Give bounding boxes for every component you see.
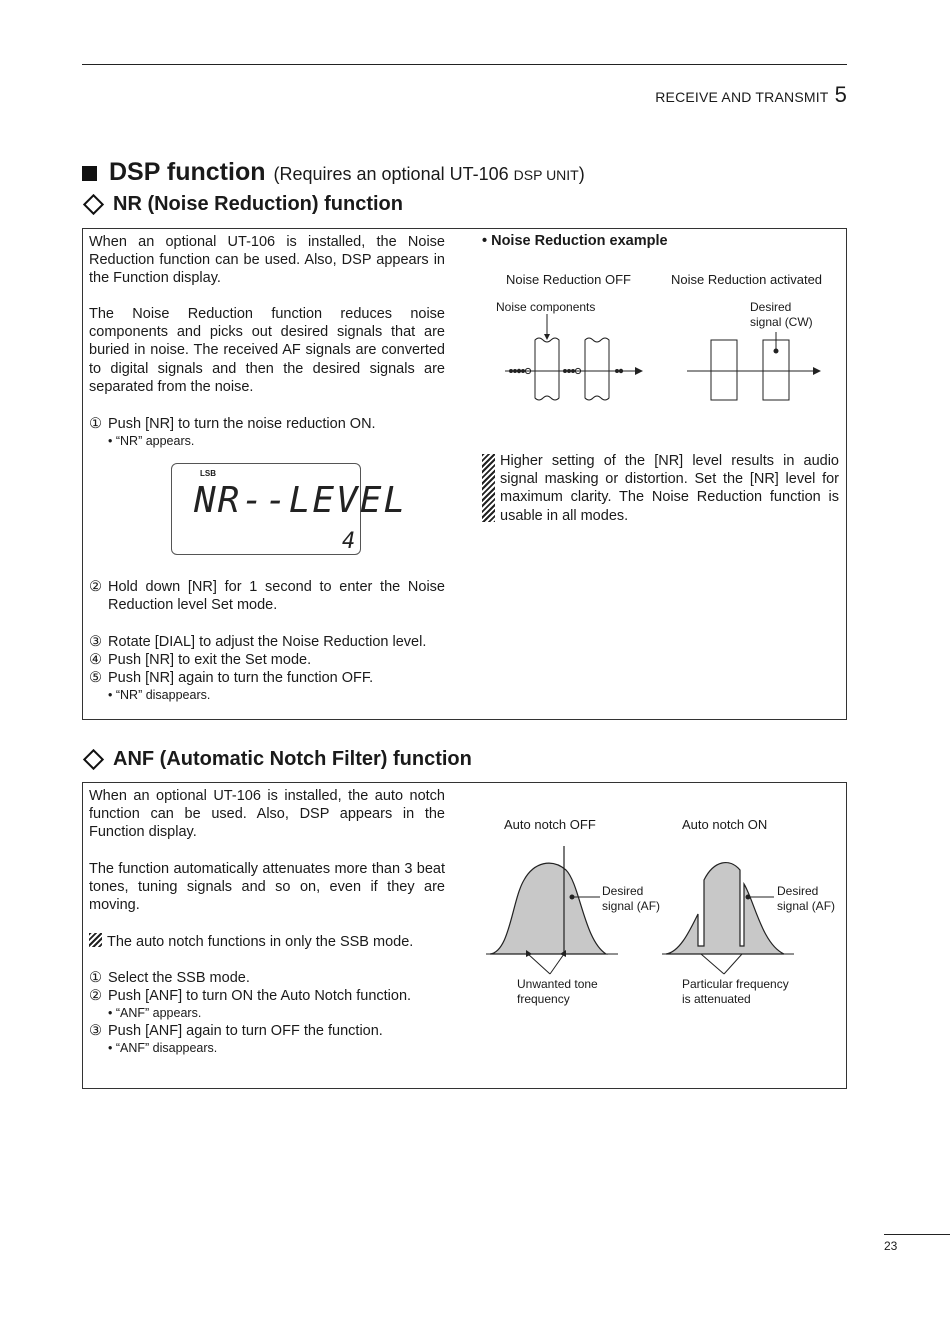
desired-signal-af-label-off: Desired signal (AF) (602, 884, 661, 913)
nr-heading-text: NR (Noise Reduction) function (113, 193, 403, 215)
nr-example-title: • Noise Reduction example (482, 233, 668, 249)
desired-signal-label: Desired signal (CW) (750, 300, 813, 329)
anf-paragraph-2: The function automatically attenuates more than 3 beat tones, tuning signals and so on, even if they are moving. (89, 861, 445, 914)
step-text: Push [NR] to turn the noise reduction ON. (108, 416, 376, 432)
dsp-title: DSP function (109, 158, 266, 186)
step-number: ⑤ (89, 670, 102, 686)
step-text: Rotate [DIAL] to adjust the Noise Reduction level. (108, 634, 427, 650)
nr-off-label: Noise Reduction OFF (506, 272, 631, 287)
step-number: ④ (89, 652, 102, 668)
nr-note-text: Higher setting of the [NR] level results in audio signal masking or distortion. Set the [NR] level for maximum clarity. The Noise Reduction function is usable in all modes. (500, 453, 839, 524)
dsp-requirement: (Requires an optional UT-106 DSP UNIT) (273, 164, 585, 184)
nr-paragraph-1: When an optional UT-106 is installed, the Noise Reduction function can be used. Also, DSP appears in the Function display. (89, 234, 445, 287)
lcd-main-text: NR--LEVEL (194, 480, 408, 521)
dsp-heading (82, 158, 585, 187)
nr-paragraph-2: The Noise Reduction function reduces noise components and picks out desired signals that are buried in noise. The received AF signals are converted to digital signals and then the desired signals are separated from the noise. (89, 306, 445, 395)
anf-note (89, 933, 449, 951)
nr-step-5 (89, 669, 445, 703)
step-text: Select the SSB mode. (108, 970, 250, 986)
page-number: 23 (884, 1239, 898, 1253)
auto-notch-on-label: Auto notch ON (682, 817, 768, 832)
noise-components-label: Noise components (496, 300, 596, 314)
lcd-value: 4 (342, 529, 356, 554)
anf-note-text: The auto notch functions in only the SSB mode. (107, 934, 414, 950)
anf-step-1 (89, 969, 449, 987)
note-icon (89, 933, 102, 947)
auto-notch-off-label: Auto notch OFF (504, 817, 596, 832)
square-bullet-icon (82, 166, 97, 181)
nr-on-label: Noise Reduction activated (671, 272, 823, 287)
step-text: Push [NR] again to turn the function OFF. (108, 670, 374, 686)
step-number: ③ (89, 634, 102, 650)
anf-step-2 (89, 987, 449, 1021)
section-title: RECEIVE AND TRANSMIT (655, 89, 829, 105)
step-subnote: • “NR” disappears. (108, 688, 211, 703)
lcd-display (171, 463, 408, 555)
anf-heading-text: ANF (Automatic Notch Filter) function (113, 748, 472, 770)
anf-diagram (480, 840, 850, 980)
unwanted-tone-label: Unwanted tone frequency (517, 977, 598, 1006)
lcd-mode-indicator: LSB (200, 469, 216, 478)
nr-heading (82, 193, 403, 216)
step-subnote: • “ANF” disappears. (108, 1041, 218, 1056)
running-header (655, 82, 847, 108)
step-subnote: • “NR” appears. (108, 434, 195, 449)
footer-rule (884, 1234, 950, 1235)
anf-step-3 (89, 1022, 449, 1056)
nr-step-2 (89, 578, 445, 614)
nr-example-diagram (495, 310, 835, 410)
nr-step-4 (89, 651, 445, 669)
anf-heading (82, 748, 472, 771)
step-number: ② (89, 988, 102, 1004)
step-text: Push [ANF] again to turn OFF the function. (108, 1023, 383, 1039)
step-text: Push [NR] to exit the Set mode. (108, 652, 312, 668)
step-subnote: • “ANF” appears. (108, 1006, 202, 1021)
nr-step-1 (89, 415, 445, 449)
lcd-segments (172, 464, 408, 554)
attenuated-label: Particular frequency is attenuated (682, 977, 789, 1006)
desired-signal-af-label-on: Desired signal (AF) (777, 884, 836, 913)
note-icon (482, 454, 495, 522)
step-text: Hold down [NR] for 1 second to enter the Noise Reduction level Set mode. (108, 579, 445, 614)
diamond-bullet-icon (83, 749, 104, 770)
nr-step-3 (89, 633, 445, 651)
anf-paragraph-1: When an optional UT-106 is installed, the auto notch function can be used. Also, DSP appears in the Function display. (89, 788, 445, 841)
step-number: ② (89, 579, 102, 595)
diamond-bullet-icon (83, 194, 104, 215)
nr-note (482, 452, 839, 525)
step-number: ① (89, 970, 102, 986)
step-number: ③ (89, 1023, 102, 1039)
chapter-number: 5 (834, 82, 847, 107)
step-text: Push [ANF] to turn ON the Auto Notch function. (108, 988, 412, 1004)
top-rule (82, 64, 847, 65)
step-number: ① (89, 416, 102, 432)
